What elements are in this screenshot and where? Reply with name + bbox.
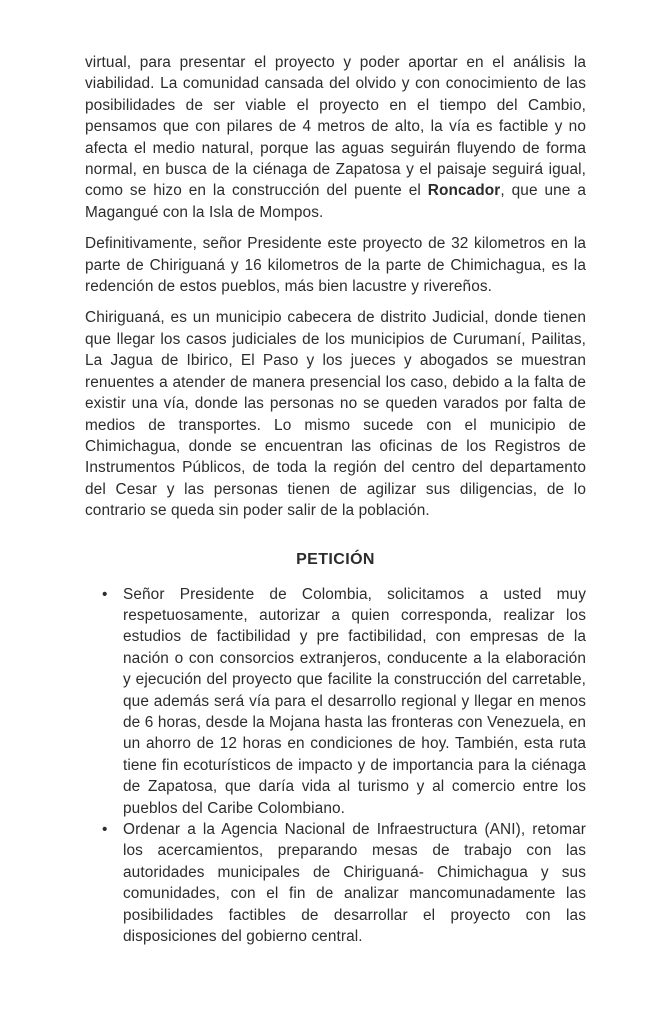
list-item (85, 584, 586, 819)
paragraph-2: Definitivamente, señor Presidente este proyecto de 32 kilometros en la parte de Chiriguaná y 16 kilometros de la parte de Chimichagua, es la redención de estos pueblos, más bien lacustre y rivereños. (85, 235, 586, 296)
list-item (85, 819, 586, 947)
petition-list (85, 584, 586, 948)
paragraph-3: Chiriguaná, es un municipio cabecera de distrito Judicial, donde tienen que llegar los casos judiciales de los municipios de Curumaní, Pailitas, La Jagua de Ibirico, El Paso y los jueces y abogados se muestran renuentes a atender de manera presencial los caso, debido a la falta de existir una vía, donde las personas no se queden varados por falta de medios de transportes. Lo mismo sucede con el municipio de Chimichagua, donde se encuentran las oficinas de los Registros de Instrumentos Públicos, de toda la región del centro del departamento del Cesar y las personas tienen de agilizar sus diligencias, de lo contrario se queda sin poder salir de la población. (85, 309, 586, 520)
petition-item-2-text: Ordenar a la Agencia Nacional de Infraestructura (ANI), retomar los acercamientos, preparando mesas de trabajo con las autoridades municipales de Chiriguaná- Chimichagua y sus comunidades, con el fin de analizar mancomunadamente las posibilidades factibles de desarrollar el proyecto con las disposiciones del gobierno central. (123, 821, 586, 946)
petition-item-1-text: Señor Presidente de Colombia, solicitamos a usted muy respetuosamente, autorizar a quien corresponda, realizar los estudios de factibilidad y pre factibilidad, con empresas de la nación o con consorcios extranjeros, conducente a la elaboración y ejecución del proyecto que facilite la construcción del carretable, que además será vía para el desarrollo regional y llegar en menos de 6 horas, desde la Mojana hasta las fronteras con Venezuela, en un ahorro de 12 horas en condiciones de hoy. También, esta ruta tiene fin ecoturísticos de impacto y de importancia para la ciénaga de Zapatosa, que daría vida al turismo y al comercio entre los pueblos del Caribe Colombiano. (123, 585, 586, 817)
paragraph-1 (85, 52, 586, 223)
document-content (85, 52, 586, 947)
paragraph-1-text-after: , que une a Magangué con la Isla de Mompos. (85, 182, 586, 221)
paragraph-1-bold-word: Roncador (427, 182, 501, 200)
paragraph-1-text-before: virtual, para presentar el proyecto y poder aportar en el análisis la viabilidad. La comunidad cansada del olvido y con conocimiento de las posibilidades de ser viable el proyecto en el tiempo del Cambio, pensamos que con pilares de 4 metros de alto, la vía es factible y no afecta el medio natural, porque las aguas seguirán fluyendo de forma normal, en busca de la ciénaga de Zapatosa y el paisaje seguirá igual, como se hizo en la construcción del puente el (85, 54, 586, 200)
bullet-icon: • (102, 821, 108, 838)
petition-heading: PETICIÓN (296, 550, 375, 568)
bullet-icon: • (102, 585, 108, 603)
